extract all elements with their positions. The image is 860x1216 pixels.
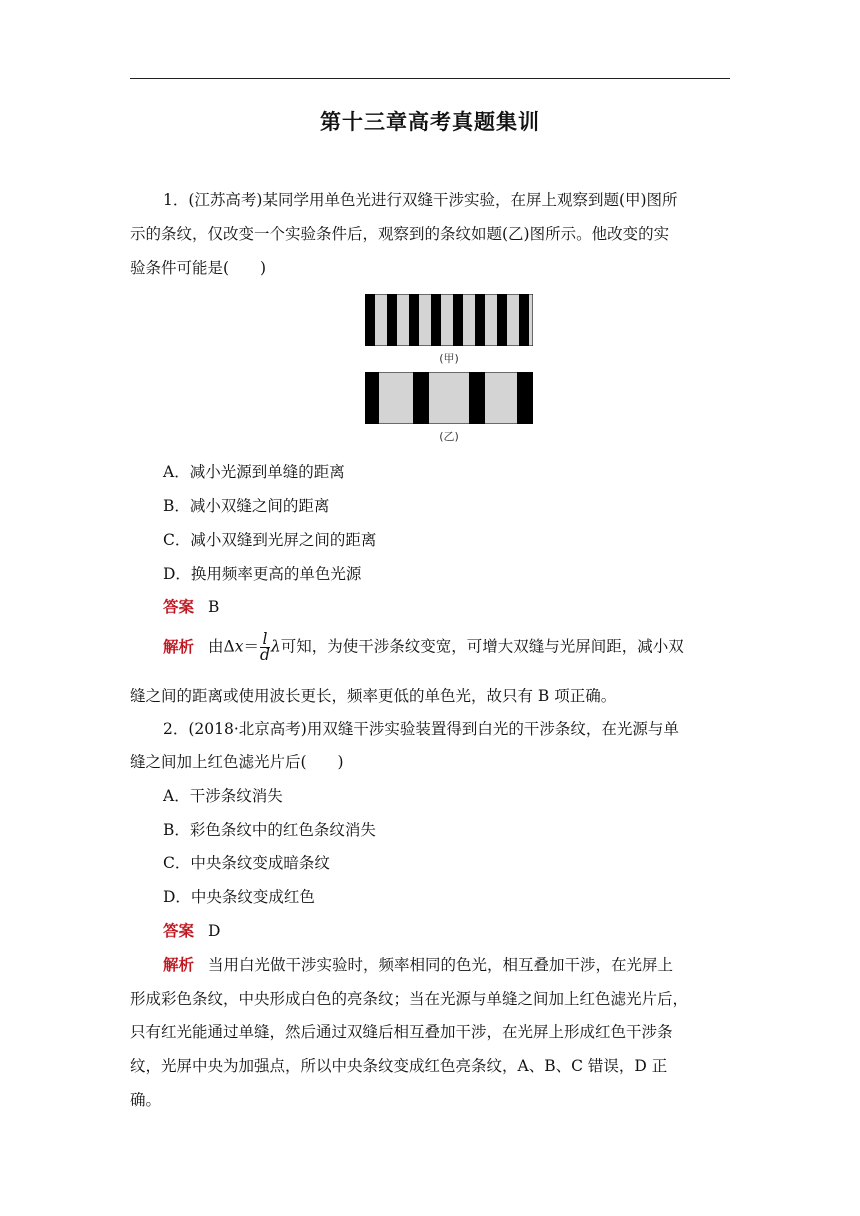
analysis-label: 解析 <box>163 636 195 656</box>
q2-stem-line2: 缝之间加上红色滤光片后( ) <box>130 753 344 771</box>
q2-stem-line1: 2．(2018·北京高考)用双缝干涉实验装置得到白光的干涉条纹，在光源与单 <box>163 720 679 738</box>
q1-stem-line1: 1．(江苏高考)某同学用单色光进行双缝干涉实验，在屏上观察到题(甲)图所 <box>163 191 678 209</box>
analysis-label: 解析 <box>163 955 195 974</box>
q1-option-d: D．换用频率更高的单色光源 <box>163 565 362 583</box>
q2-analysis-line4: 纹，光屏中央为加强点，所以中央条纹变成红色亮条纹，A、B、C 错误，D 正 <box>130 1057 668 1075</box>
q2-analysis-line1 <box>163 954 673 976</box>
answer-label: 答案 <box>163 597 195 616</box>
q2-option-a: A．干涉条纹消失 <box>163 787 283 805</box>
analysis-pre: 由Δ <box>208 637 235 656</box>
q2-analysis-line5: 确。 <box>130 1091 162 1109</box>
header-rule <box>130 78 730 79</box>
analysis-x: x <box>234 637 244 656</box>
q1-option-a: A．减小光源到单缝的距离 <box>163 463 345 481</box>
analysis-rest: 可知，为使干涉条纹变宽，可增大双缝与光屏间距，减小双 <box>280 637 684 656</box>
fraction-numerator: l <box>260 632 270 648</box>
q1-option-c: C．减小双缝到光屏之间的距离 <box>163 531 377 549</box>
q2-analysis-line3: 只有红光能通过单缝，然后通过双缝后相互叠加干涉，在光屏上形成红色干涉条 <box>130 1023 673 1041</box>
q1-option-b: B．减小双缝之间的距离 <box>163 497 330 515</box>
analysis-eq: ＝ <box>243 637 259 656</box>
fig-yi-caption: (乙) <box>439 430 459 443</box>
q1-answer <box>163 596 219 618</box>
answer-value: D <box>208 922 221 940</box>
lambda-symbol: λ <box>270 637 281 656</box>
q1-stem-line2: 示的条纹，仅改变一个实验条件后，观察到的条纹如题(乙)图所示。他改变的实 <box>130 225 670 243</box>
analysis-text: 当用白光做干涉实验时，频率相同的色光，相互叠加干涉，在光屏上 <box>208 956 674 974</box>
fringe-figure-yi <box>365 372 533 424</box>
q1-stem-line3: 验条件可能是( ) <box>130 259 267 277</box>
fig-jia-caption: (甲) <box>439 352 459 365</box>
q1-analysis-line1 <box>163 632 684 663</box>
q2-option-b: B．彩色条纹中的红色条纹消失 <box>163 821 376 839</box>
answer-label: 答案 <box>163 921 195 940</box>
answer-value: B <box>208 598 220 616</box>
q1-analysis-line2: 缝之间的距离或使用波长更长，频率更低的单色光，故只有 B 项正确。 <box>130 687 617 705</box>
fraction-l-over-d <box>260 632 270 663</box>
q2-analysis-line2: 形成彩色条纹，中央形成白色的亮条纹；当在光源与单缝之间加上红色滤光片后， <box>130 990 689 1008</box>
q2-option-c: C．中央条纹变成暗条纹 <box>163 854 330 872</box>
fringe-figure-jia <box>365 294 533 346</box>
page-title: 第十三章高考真题集训 <box>320 109 540 134</box>
fraction-denominator: d <box>259 646 270 664</box>
q2-answer <box>163 920 220 942</box>
q2-option-d: D．中央条纹变成红色 <box>163 888 315 906</box>
